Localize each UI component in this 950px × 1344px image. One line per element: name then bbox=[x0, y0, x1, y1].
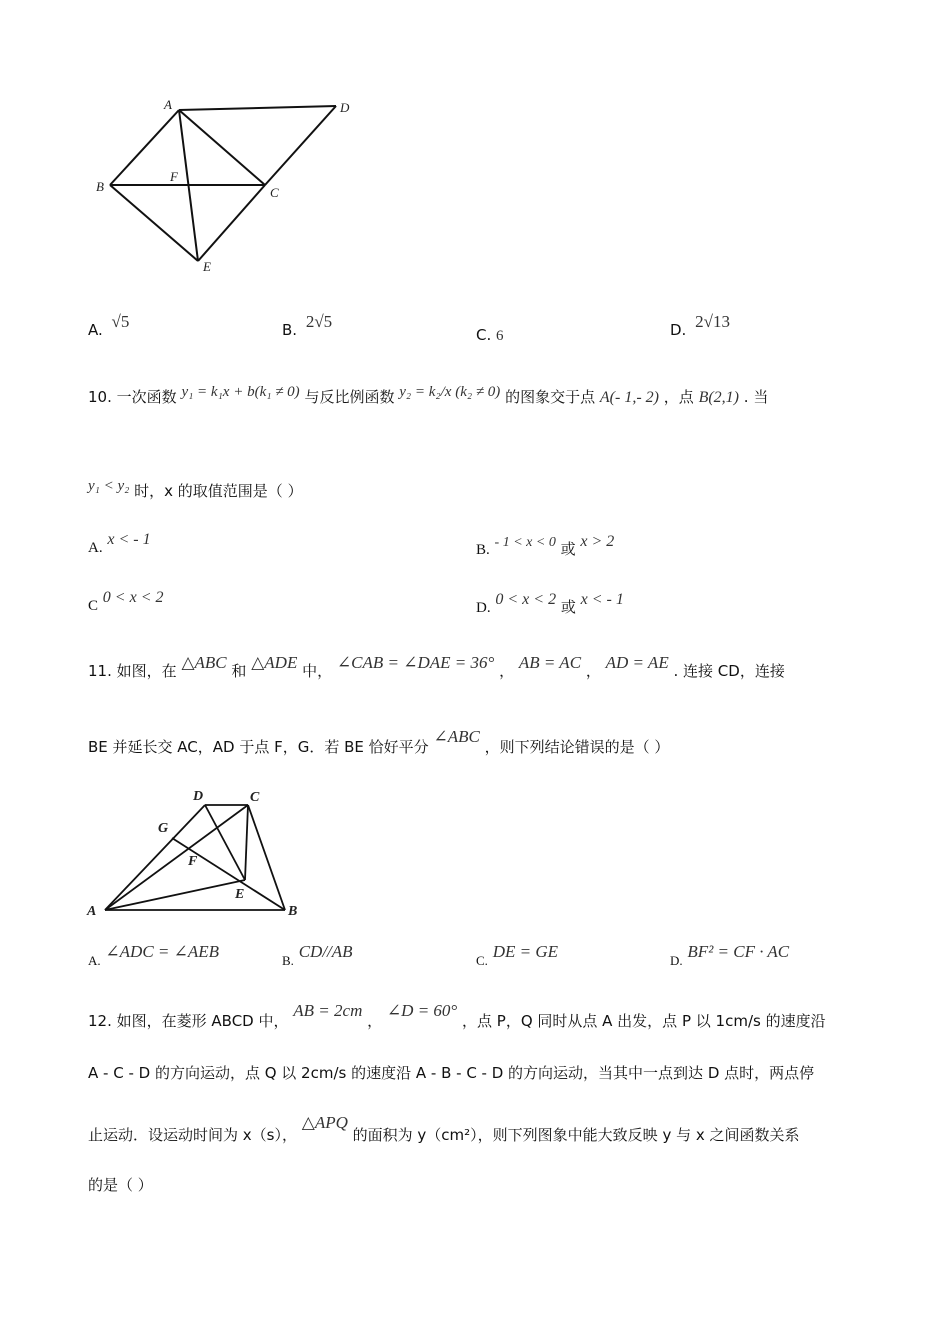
option-a[interactable]: A. x < - 1 bbox=[88, 531, 151, 556]
triangle-figure-q11 bbox=[85, 780, 325, 925]
question-11-line-1: 11. 如图，在 △ABC 和 △ADE 中， ∠CAB = ∠DAE = 36° ， AB = AC ， AD = AE . 连接 CD，连接 bbox=[88, 653, 785, 680]
segment-be bbox=[110, 185, 198, 261]
segment-ce bbox=[245, 805, 248, 880]
question-number: 12. bbox=[88, 1012, 112, 1030]
point-label-e: E bbox=[235, 887, 245, 902]
question-10-line-2: y₁ < y₂ 时，x 的取值范围是（ ） bbox=[88, 478, 303, 500]
segment-ab bbox=[110, 110, 179, 185]
point-label-g: G bbox=[158, 821, 169, 836]
point-label-a: A bbox=[164, 97, 172, 112]
point-b-coords: B(2,1) bbox=[698, 389, 739, 406]
option-c[interactable]: C. 6 bbox=[476, 326, 504, 344]
segment-cb bbox=[248, 805, 285, 910]
point-label-e: E bbox=[203, 259, 211, 274]
question-number: 10. bbox=[88, 388, 112, 406]
question-11-line-2: BE 并延长交 AC，AD 于点 F，G．若 BE 恰好平分 ∠ABC ，则下列结论错误的是（ ） bbox=[88, 727, 670, 756]
question-10-line-1: 10. 一次函数 y₁ = k₁x + b(k₁ ≠ 0) 与反比例函数 y₂ = k₂/x (k₂ ≠ 0) 的图象交于点 A(- 1,- 2) ，点 B(2,1) . 当 bbox=[88, 384, 769, 406]
option-d[interactable]: D. 2√13 bbox=[670, 312, 730, 339]
point-label-b: B bbox=[288, 904, 298, 919]
option-c[interactable]: C 0 < x < 2 bbox=[88, 589, 164, 614]
question-12-line-2: A - C - D 的方向运动，点 Q 以 2cm/s 的速度沿 A - B - C - D 的方向运动，当其中一点到达 D 点时，两点停 bbox=[88, 1064, 815, 1082]
segment-ad bbox=[179, 106, 336, 110]
option-d-value: 2√13 bbox=[695, 312, 730, 331]
point-a-coords: A(- 1,- 2) bbox=[599, 389, 659, 406]
option-a-value: √5 bbox=[111, 312, 130, 331]
question-12-line-1: 12. 如图，在菱形 ABCD 中， AB = 2cm ， ∠D = 60° ，点 P，Q 同时从点 A 出发，点 P 以 1cm/s 的速度沿 bbox=[88, 1001, 826, 1030]
condition: y₁ < y₂ bbox=[88, 478, 130, 494]
option-a[interactable]: A. √5 bbox=[88, 312, 130, 339]
point-label-a: A bbox=[87, 904, 97, 919]
segment-de bbox=[205, 805, 245, 880]
quadrilateral-figure-q9 bbox=[90, 95, 370, 280]
segment-ce bbox=[198, 185, 265, 261]
option-c[interactable]: C. DE = GE bbox=[476, 942, 558, 968]
option-d[interactable]: D. 0 < x < 2 或 x < - 1 bbox=[476, 591, 624, 616]
question-number: 11. bbox=[88, 662, 112, 680]
point-label-b: B bbox=[96, 179, 104, 194]
point-label-f: F bbox=[188, 854, 198, 869]
option-c-value: 6 bbox=[496, 328, 504, 344]
segment-ac bbox=[179, 110, 265, 185]
question-12-line-3: 止运动．设运动时间为 x（s）， △APQ 的面积为 y（cm²），则下列图象中能大致反映 y 与 x 之间函数关系 bbox=[88, 1113, 800, 1144]
option-a[interactable]: A. ∠ADC = ∠AEB bbox=[88, 942, 220, 968]
point-label-d: D bbox=[340, 100, 350, 115]
option-b[interactable]: B. CD//AB bbox=[282, 942, 353, 968]
point-label-c: C bbox=[250, 790, 260, 805]
option-b[interactable]: B. - 1 < x < 0 或 x > 2 bbox=[476, 533, 615, 558]
option-b-value: 2√5 bbox=[305, 312, 333, 331]
formula-inverse: y₂ = k₂/x (k₂ ≠ 0) bbox=[399, 384, 501, 400]
segment-dc bbox=[265, 106, 336, 185]
point-label-f: F bbox=[170, 169, 178, 184]
point-label-c: C bbox=[270, 185, 279, 200]
option-d[interactable]: D. BF² = CF · AC bbox=[670, 942, 790, 968]
point-label-d: D bbox=[193, 789, 204, 804]
question-12-line-4: 的是（ ） bbox=[88, 1176, 153, 1194]
formula-linear: y₁ = k₁x + b(k₁ ≠ 0) bbox=[181, 384, 300, 400]
option-b[interactable]: B. 2√5 bbox=[282, 312, 333, 339]
